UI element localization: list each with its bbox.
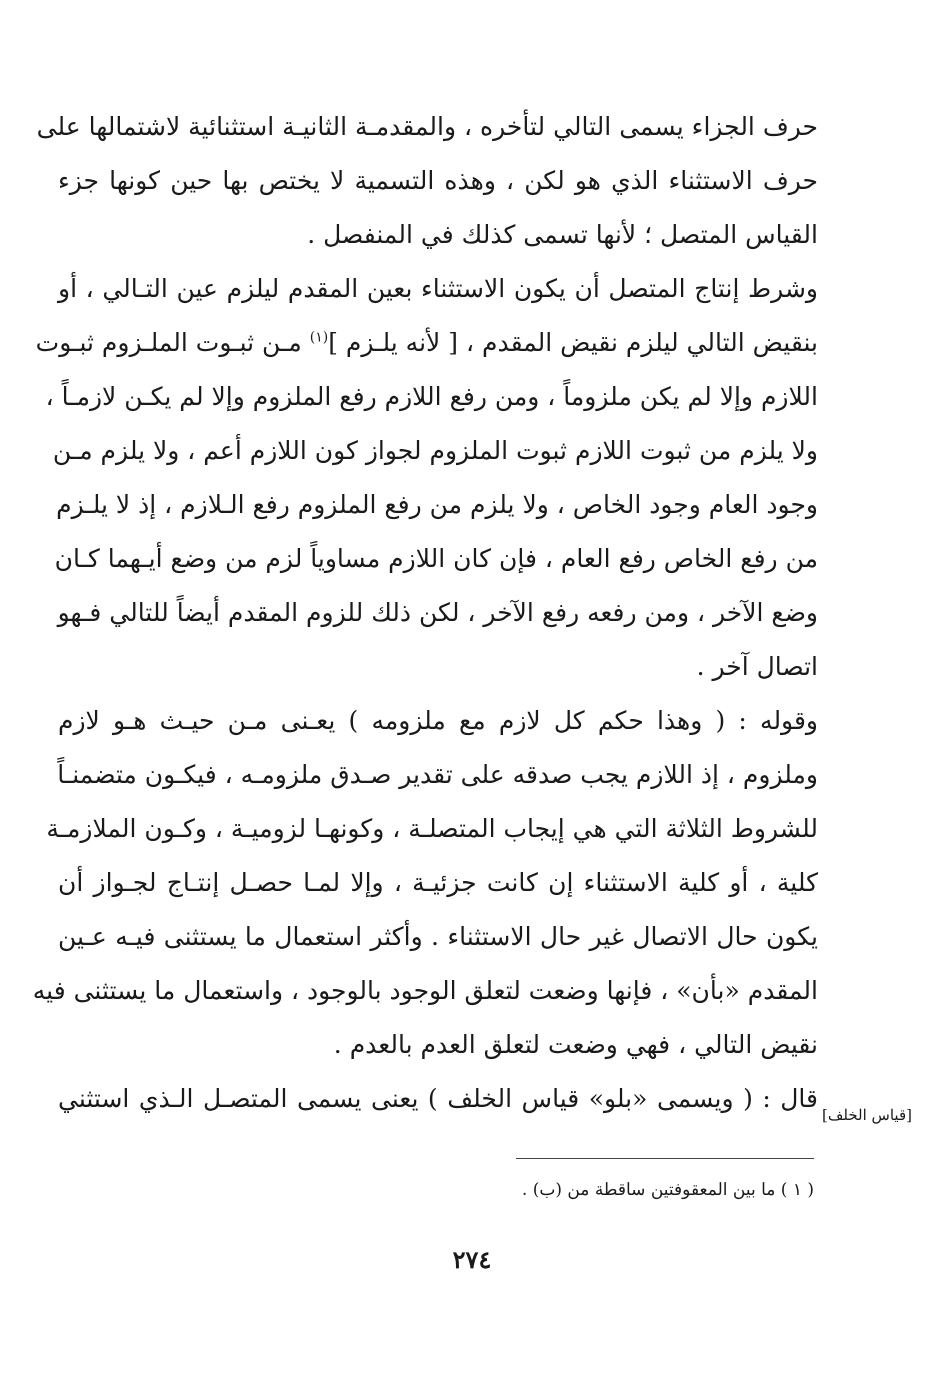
text-line: القياس المتصل ؛ لأنها تسمى كذلك في المنفصل . xyxy=(307,220,818,249)
text-line: للشروط الثلاثة التي هي إيجاب المتصلـة ، وكونهـا لزوميـة ، وكـون الملازمـة xyxy=(46,814,818,843)
marginal-note: [قياس الخلف] xyxy=(822,1106,912,1124)
page-number: ٢٧٤ xyxy=(452,1245,492,1274)
text-line: حرف الاستثناء الذي هو لكن ، وهذه التسمية لا يختص بها حين كونها جزء xyxy=(58,166,818,195)
footnote-marker: (١) xyxy=(309,329,329,346)
text-line: حرف الجزاء يسمى التالي لتأخره ، والمقدمـة الثانيـة استثنائية لاشتمالها على xyxy=(36,112,818,141)
text-line: يكون حال الاتصال غير حال الاستثناء . وأكثر استعمال ما يستثنى فيـه عـين xyxy=(58,922,818,951)
text-line-with-footnote-marker xyxy=(35,316,818,370)
text-line: ولا يلزم من ثبوت اللازم ثبوت الملزوم لجواز كون اللازم أعم ، ولا يلزم مـن xyxy=(52,436,818,465)
text-line: وملزوم ، إذ اللازم يجب صدقه على تقدير صـدق ملزومـه ، فيكـون متضمنـاً xyxy=(57,760,818,789)
text-segment: بنقيض التالي ليلزم نقيض المقدم ، [ لأنه يلـزم ] xyxy=(328,328,818,357)
footnote-divider xyxy=(516,1158,814,1159)
text-line: كلية ، أو كلية الاستثناء إن كانت جزئيـة ، وإلا لمـا حصـل إنتـاج لجـواز أن xyxy=(58,868,818,897)
text-line: قال : ( ويسمى «بلو» قياس الخلف ) يعنى يسمى المتصـل الـذي استثني xyxy=(58,1084,818,1113)
text-line: وجود العام وجود الخاص ، ولا يلزم من رفع الملزوم رفع الـلازم ، إذ لا يلـزم xyxy=(56,490,818,519)
text-line: اللازم وإلا لم يكن ملزوماً ، ومن رفع اللازم رفع الملزوم وإلا لم يكـن لازمـاً ، xyxy=(45,382,818,411)
main-text xyxy=(32,100,818,1126)
text-line: وضع الآخر ، ومن رفعه رفع الآخر ، لكن ذلك للزوم المقدم أيضاً للتالي فـهو xyxy=(57,598,818,627)
text-line: نقيض التالي ، فهي وضعت لتعلق العدم بالعدم . xyxy=(333,1030,818,1059)
footnote: ( ١ ) ما بين المعقوفتين ساقطة من (ب) . xyxy=(521,1180,814,1200)
text-line: اتصال آخر . xyxy=(696,652,818,681)
text-line: من رفع الخاص رفع العام ، فإن كان اللازم مساوياً لزم من وضع أيـهما كـان xyxy=(54,544,818,573)
text-line: وشرط إنتاج المتصل أن يكون الاستثناء بعين المقدم ليلزم عين التـالي ، أو xyxy=(58,274,818,303)
text-line: المقدم «بأن» ، فإنها وضعت لتعلق الوجود بالوجود ، واستعمال ما يستثنى فيه xyxy=(32,976,818,1005)
text-segment: مـن ثبـوت الملـزوم ثبـوت xyxy=(35,328,310,357)
text-line: وقوله : ( وهذا حكم كل لازم مع ملزومه ) يعـنى مـن حيـث هـو لازم xyxy=(58,706,818,735)
